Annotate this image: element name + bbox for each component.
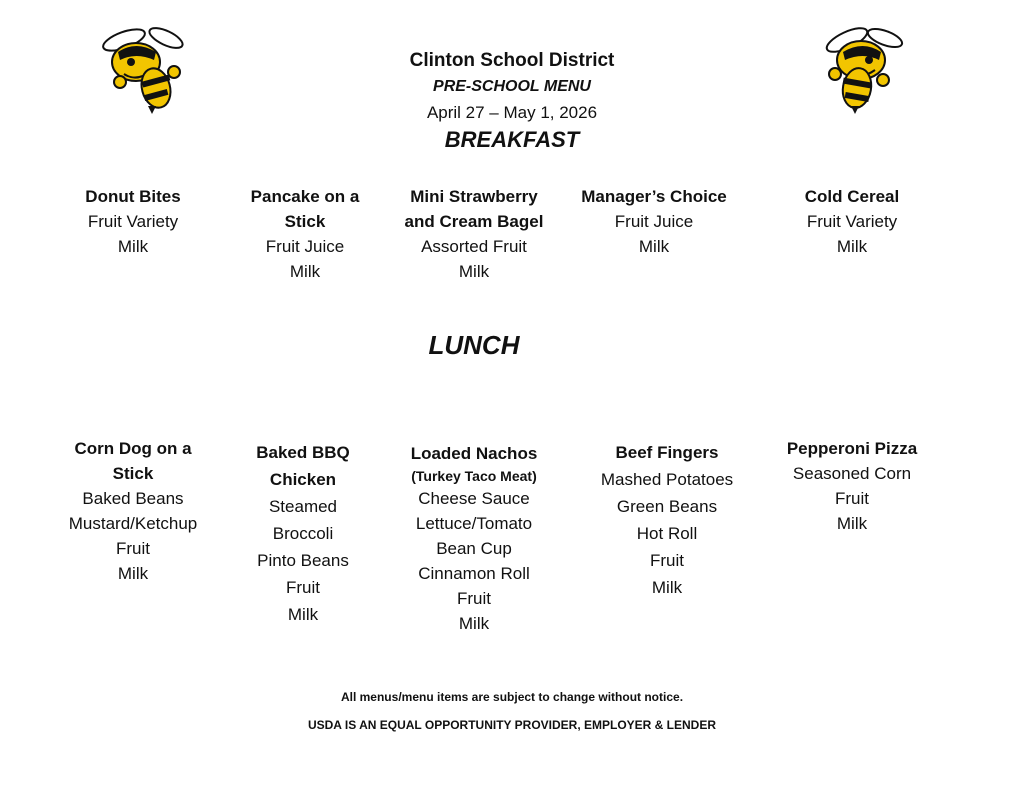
breakfast-day-2-title-line-1: Pancake on a: [250, 187, 360, 206]
menu-dates: April 27 – May 1, 2026: [426, 103, 598, 122]
breakfast-day-4: [564, 184, 744, 259]
breakfast-day-5: [767, 184, 937, 259]
menu-header: [312, 48, 712, 126]
breakfast-day-1: [48, 184, 218, 259]
menu-item: Milk: [289, 262, 321, 281]
menu-item: Milk: [836, 514, 868, 533]
lunch-day-2-title-line-2: Chicken: [269, 470, 337, 489]
menu-item: Assorted Fruit: [421, 237, 527, 256]
usda-statement: USDA IS AN EQUAL OPPORTUNITY PROVIDER, EMPLOYER & LENDER: [307, 718, 717, 732]
yellow-jacket-mascot-left: [96, 22, 188, 114]
lunch-day-3-title: Loaded Nachos: [410, 444, 538, 463]
lunch-day-3-note: (Turkey Taco Meat): [411, 468, 537, 484]
menu-item: Fruit: [457, 589, 491, 608]
breakfast-day-2-title-line-2: Stick: [284, 212, 326, 231]
menu-item: Fruit: [286, 578, 320, 597]
menu-item: Broccoli: [272, 524, 334, 543]
menu-item: Bean Cup: [436, 539, 512, 558]
menu-subtitle: PRE-SCHOOL MENU: [433, 78, 591, 95]
menu-item: Hot Roll: [636, 524, 698, 543]
lunch-day-4-title: Beef Fingers: [615, 443, 719, 462]
menu-item: Fruit: [650, 551, 684, 570]
menu-item: Fruit Juice: [265, 237, 345, 256]
menu-item: Baked Beans: [82, 489, 184, 508]
lunch-day-2: [218, 439, 388, 628]
menu-item: Milk: [117, 564, 149, 583]
menu-item: Lettuce/Tomato: [415, 514, 533, 533]
menu-item: Green Beans: [616, 497, 718, 516]
breakfast-day-1-title: Donut Bites: [85, 187, 181, 206]
menu-item: Seasoned Corn: [792, 464, 912, 483]
lunch-day-5: [767, 436, 937, 536]
lunch-day-3: [389, 441, 559, 636]
menu-item: Milk: [638, 237, 670, 256]
menu-item: Cheese Sauce: [418, 489, 530, 508]
menu-item: Cinnamon Roll: [418, 564, 530, 583]
lunch-day-5-title: Pepperoni Pizza: [786, 439, 918, 458]
menu-item: Fruit: [835, 489, 869, 508]
breakfast-day-5-title: Cold Cereal: [804, 187, 900, 206]
breakfast-day-2: [220, 184, 390, 284]
breakfast-day-3-title-line-1: Mini Strawberry: [410, 187, 538, 206]
menu-item: Milk: [458, 262, 490, 281]
bee-icon: [101, 24, 186, 114]
menu-item: Fruit Juice: [614, 212, 694, 231]
menu-item: Steamed: [268, 497, 338, 516]
menu-item: Pinto Beans: [257, 551, 349, 570]
breakfast-day-3: [389, 184, 559, 284]
menu-item: Fruit Variety: [806, 212, 898, 231]
lunch-day-1: [48, 436, 218, 586]
menu-item: Fruit Variety: [87, 212, 179, 231]
menu-item: Mustard/Ketchup: [68, 514, 198, 533]
bee-icon: [824, 23, 905, 114]
breakfast-heading: BREAKFAST: [444, 127, 580, 152]
lunch-day-2-title-line-1: Baked BBQ: [256, 443, 350, 462]
yellow-jacket-mascot-right: [817, 22, 909, 114]
menu-item: Milk: [117, 237, 149, 256]
district-name: Clinton School District: [409, 50, 615, 71]
lunch-day-1-title-line-1: Corn Dog on a: [74, 439, 192, 458]
lunch-day-4: [582, 439, 752, 601]
menu-item: Milk: [287, 605, 319, 624]
disclaimer-text: All menus/menu items are subject to change without notice.: [340, 690, 684, 704]
menu-item: Fruit: [116, 539, 150, 558]
menu-item: Mashed Potatoes: [600, 470, 734, 489]
lunch-heading: LUNCH: [428, 330, 520, 360]
lunch-day-1-title-line-2: Stick: [112, 464, 154, 483]
breakfast-day-4-title: Manager’s Choice: [581, 187, 727, 206]
menu-item: Milk: [836, 237, 868, 256]
menu-item: Milk: [651, 578, 683, 597]
breakfast-day-3-title-line-2: and Cream Bagel: [404, 212, 544, 231]
menu-item: Milk: [458, 614, 490, 633]
